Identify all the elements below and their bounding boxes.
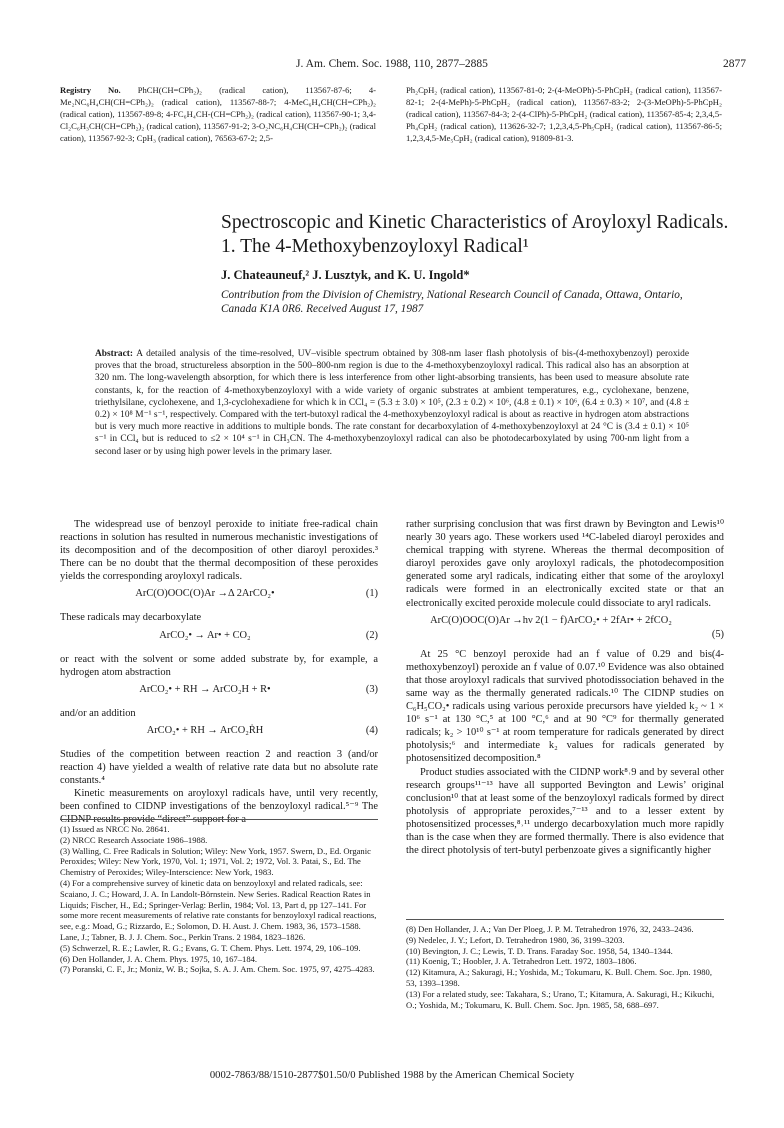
equation-number: (5) [711, 628, 724, 640]
footnote: (6) Den Hollander, J. A. Chem. Phys. 1975, 10, 167–184. [60, 953, 258, 964]
publication-line: 0002-7863/88/1510-2877$01.50/0 Published 1988 by the American Chemical Society [209, 1070, 575, 1081]
paragraph: Studies of the competition between reaction 2 and reaction 3 (and/or reaction 4) have yielded a wealth of relative rate data but no absolute rate constants.⁴ [60, 748, 378, 787]
abstract [95, 348, 689, 458]
footnote: (12) Kitamura, A.; Sakuragi, H.; Yoshida, M.; Tokumaru, K. Bull. Chem. Soc. Jpn. 1980, 53, 1393–1398. [406, 967, 712, 988]
footnotes-left [60, 819, 378, 975]
footnote: (3) Walling, C. Free Radicals in Solution; Wiley: New York, 1957. Swern, D., Ed. Organic Peroxides; Wiley: New York, 1970, Vol. 1; 1971, Vol. 2; 1972, Vol. 3. Patai, S., Ed. The Chemistry of Peroxides; Wiley-Interscience: New York, 1983. [60, 845, 371, 878]
running-header: J. Am. Chem. Soc. 1988, 110, 2877–2885 [296, 58, 488, 70]
body-column-left [60, 518, 378, 826]
footnote: (5) Schwerzel, R. E.; Lawler, R. G.; Evans, G. T. Chem. Phys. Lett. 1974, 29, 106–109. [60, 942, 361, 953]
article-title: Spectroscopic and Kinetic Characteristics of Aroyloxyl Radicals. 1. The 4-Methoxybenzoyloxyl Radical¹ [221, 212, 729, 257]
paragraph: Product studies associated with the CIDNP work⁸˒9 and by several other research groups¹¹⁻¹³ have all supported Bevington and Lewis’ original conclusion¹⁰ that at least some of the benzoyloxyl radicals formed by direct photolysis of appropriate peroxides,⁷⁻¹³ and to a lesser extent by photosensitized processes,⁸˒¹¹ undergo decarboxylation much more rapidly than is the case when they are formed thermally. There is also evidence that the direct photolysis of tert-butyl perbenzoate gives a significantly higher [406, 766, 724, 857]
article-affiliation: Contribution from the Division of Chemistry, National Research Council of Canada, Ottawa, Ontario, Canada K1A 0R6. Received August 17, 1987 [221, 289, 683, 315]
registry-numbers-right: Ph₂CpH₂ (radical cation), 113567-81-0; 2-(4-MeOPh)-5-PhCpH₂ (radical cation), 113567-82-1; 2-(4-MePh)-5-PhCpH₂ (radical cation), 113567-83-2; 2-(3-MeOPh)-5-PhCpH₂ (radical cation), 113567-84-3; 2-(4-ClPh)-5-PhCpH₂ (radical cation), 113567-85-4; 2,3,4,5-Ph₄CpH₂ (radical cation), 113626-32-7; 1,2,3,4,5-Ph₅CpH₂ (radical cation), 113567-86-5; 1,2,3,4,5-Me₅CpH₂ (radical cation), 91809-81-3. [406, 85, 722, 143]
equation-text: ArCO₂• + RH → ArCO₂H + R• [139, 683, 271, 695]
equation-5 [406, 614, 724, 644]
abstract-label: Abstract: [95, 349, 134, 359]
equation-text: ArC(O)OOC(O)Ar →hν 2(1 − f)ArCO₂• + 2fAr• + 2fCO₂ [430, 614, 672, 626]
paragraph: The widespread use of benzoyl peroxide to initiate free-radical chain reactions in solution has resulted in numerous mechanistic investigations of its decomposition and of the decomposition of other diaroyl peroxides.³ There can be no doubt that the thermal decomposition of these peroxides yields the corresponding aroyloxyl radicals. [60, 519, 378, 583]
article-authors: J. Chateauneuf,² J. Lusztyk, and K. U. Ingold* [221, 268, 470, 282]
footnote: (2) NRCC Research Associate 1986–1988. [60, 834, 208, 845]
equation-1 [60, 587, 378, 607]
footnote: (11) Koenig, T.; Hoobler, J. A. Tetrahedron Lett. 1972, 1803–1806. [406, 956, 637, 967]
page-number: 2877 [723, 58, 746, 70]
equation-text: ArCO₂• + RH → ArCO₂ṘH [146, 724, 264, 736]
footnote: (1) Issued as NRCC No. 28641. [60, 824, 170, 834]
footnote: (13) For a related study, see: Takahara, S.; Urano, T.; Kitamura, A. Sakuragi, H.; Kikuchi, O.; Yoshida, M.; Tokumaru, K. Bull. Chem. Soc. Jpn. 1985, 58, 688–697. [406, 988, 715, 1010]
registry-text-left: PhCH(CH=CPh₂)₂ (radical cation), 113567-87-6; 4-Me₂NC₆H₄CH(CH=CPh₂)₂ (radical cation), 113567-88-7; 4-MeC₆H₄CH(CH=CPh₂)₂ (radical cation), 113567-89-8; 4-FC₆H₄CH-(CH=CPh₂)₂ (radical cation), 113567-90-1; 3,4-Cl₂C₆H₃CH(CH=CPh₂)₂ (radical cation), 113567-91-2; 3-O₂NC₆H₄CH(CH=CPh₂)₂ (radical cation), 113567-92-3; CpH₃ (radical cation), 76563-67-2; 2,5- [60, 85, 376, 143]
paragraph: and/or an addition [60, 707, 136, 719]
footnote: (9) Nedelec, J. Y.; Lefort, D. Tetrahedron 1980, 36, 3199–3203. [406, 934, 625, 945]
paragraph: These radicals may decarboxylate [60, 612, 202, 624]
equation-2 [60, 629, 378, 649]
footnotes-right [406, 919, 724, 1010]
equation-number: (2) [365, 629, 378, 641]
equation-number: (1) [365, 588, 378, 600]
footnote: (8) Den Hollander, J. A.; Van Der Ploeg, J. P. M. Tetrahedron 1976, 32, 2433–2436. [406, 924, 694, 934]
footnote: (10) Bevington, J. C.; Lewis, T. D. Trans. Faraday Soc. 1958, 54, 1340–1344. [406, 945, 673, 956]
registry-numbers-left [60, 84, 376, 144]
paragraph: rather surprising conclusion that was first drawn by Bevington and Lewis¹⁰ nearly 30 years ago. These workers used ¹⁴C-labeled diaroyl peroxides and chemical trapping with styrene. Whereas the thermal decomposition of diaroyl peroxides gave only aroyloxyl radicals, the photodecomposition generated some aryl radicals, indicating either that some of the aroyloxyl radicals were formed in an electronically excited state or that an electronically excited peroxide molecule could dissociate to aryl radicals. [406, 519, 724, 609]
paragraph: or react with the solvent or some added substrate by, for example, a hydrogen atom abstraction [60, 653, 378, 678]
equation-text: ArCO₂• → Ar• + CO₂ [159, 629, 251, 641]
registry-label: Registry No. [60, 85, 121, 95]
paragraph: At 25 °C benzoyl peroxide had an f value of 0.29 and bis(4-methoxybenzoyl) peroxide an f value of 0.07.¹⁰ Evidence was also obtained that those aroyloxyl radicals that survived photodissociation behaved in the same way as the thermally generated radicals.¹⁰ The CIDNP studies on C₆H₅CO₂• radicals using various peroxide precursors have yielded k₂ ~ 1 × 10⁶ s⁻¹ at 130 °C,⁵ at 100 °C,⁶ and at 90 °C⁹ for thermally generated radicals; k₂ > 10¹⁰ s⁻¹ at room temperature for radicals generated by direct photolysis;⁶ and intermediate k₂ values for radicals generated by photosensitized decomposition.⁸ [406, 648, 724, 765]
paragraph: Kinetic measurements on aroyloxyl radicals have, until very recently, been confined to CIDNP investigations of the benzoyloxyl radical.⁵⁻⁹ The CIDNP results provide “direct” support for a [60, 788, 378, 826]
equation-number: (3) [365, 683, 378, 695]
body-column-right [406, 518, 724, 857]
footnote: (7) Poranski, C. F., Jr.; Moniz, W. B.; Sojka, S. A. J. Am. Chem. Soc. 1975, 97, 4275–4283. [60, 964, 375, 975]
equation-text: ArC(O)OOC(O)Ar →Δ 2ArCO₂• [135, 588, 275, 600]
footnote: (4) For a comprehensive survey of kinetic data on benzoyloxyl and related radicals, see: Scaiano, J. C.; Howard, J. A. In Landolt-Börnstein. New Series. Radical Reaction Rates in Liquids; Fischer, H., Ed.; Springer-Verlag: Berlin, 1984; Vol. 13, Part d, pp 127–141. For some more recent measurements of relative rate constants for benzoyloxyl radical reactions, see, e.g.: Moad, G.; Rizzardo, E.; Solomon, D. H. Aust. J. Chem. 1983, 36, 1573–1588. Lane, J.; Tabner, B. J. J. Chem. Soc., Perkin Trans. 2 1984, 1823–1826. [60, 877, 377, 942]
equation-number: (4) [365, 724, 378, 736]
equation-3 [60, 683, 378, 703]
equation-4 [60, 724, 378, 744]
abstract-text: A detailed analysis of the time-resolved, UV–visible spectrum obtained by 308-nm laser flash photolysis of bis-(4-methoxybenzoyl) peroxide proves that the broad, structureless absorption in the 500–800-nm region is due to the 4-methoxybenzoyloxyl radical. This radical also has an absorption at 320 nm. The long-wavelength absorption, for which there is less interference from other light-absorbing transients, has been used to measure absolute rate constants, k, for the reaction of 4-methoxybenzoyloxyl with a wide variety of organic substrates at ambient temperatures, e.g., cyclohexane, benzene, triethylsilane, cyclohexene, and 1,3-cyclohexadiene for which k in CCl₄ = (5.3 ± 3.0) × 10⁵, (2.3 ± 0.2) × 10⁶, (4.8 ± 0.1) × 10⁶, (6.4 ± 0.3) × 10⁷, and (4.8 ± 0.2) × 10⁸ M⁻¹ s⁻¹, respectively. Compared with the tert-butoxyl radical the 4-methoxybenzoyloxyl radical is about as reactive in hydrogen atom abstractions but is very much more reactive in additions to multiple bonds. The rate constant for decarboxylation of 4-methoxybenzoyloxyl at 24 °C is (3.4 ± 0.1) × 10⁵ s⁻¹ in CCl₄ but is reduced to ≤2 × 10⁴ s⁻¹ in CH₃CN. The 4-methoxybenzoyloxyl radical can also be photodecarboxylated by using 700-nm light from a second laser or by using high power levels in the primary laser. [95, 349, 689, 457]
